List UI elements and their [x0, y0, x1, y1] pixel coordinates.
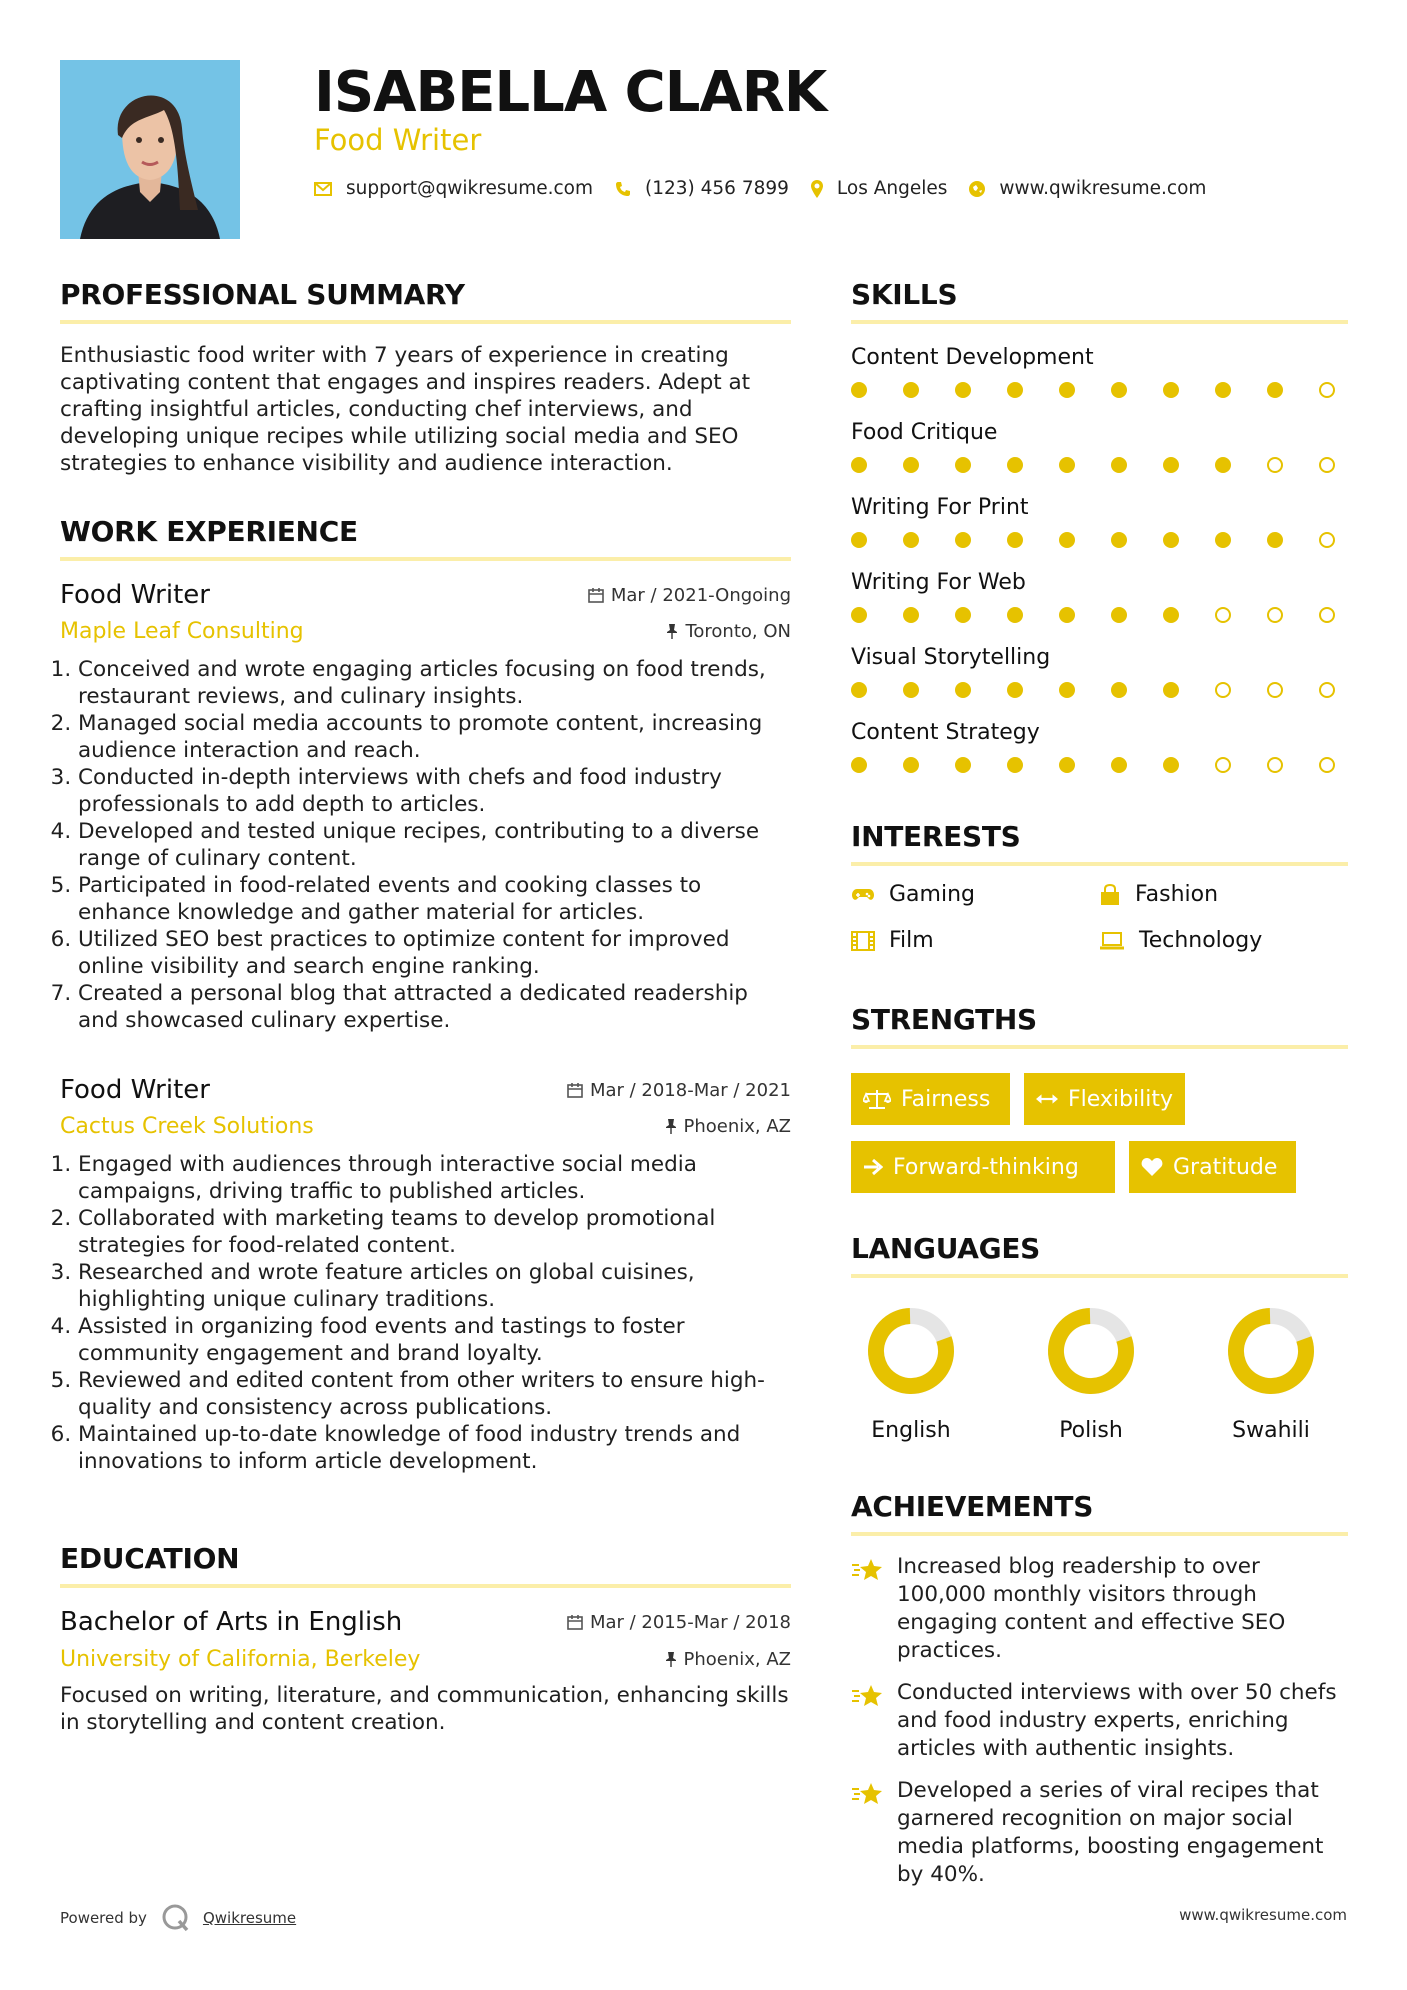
rating-dot-empty [1319, 532, 1335, 548]
education-dates-text: Mar / 2015-Mar / 2018 [589, 1611, 791, 1633]
skill-row [851, 415, 1348, 490]
heart-icon [1141, 1157, 1163, 1177]
phone-icon [615, 181, 631, 197]
strengths-rule [851, 1045, 1348, 1049]
job-responsibilities [60, 656, 791, 1034]
candidate-role: Food Writer [314, 123, 482, 157]
education-entry [60, 1604, 791, 1736]
map-pin-icon [811, 180, 823, 198]
film-icon [851, 931, 875, 951]
language-donut [1046, 1306, 1136, 1396]
phone-text: (123) 456 7899 [645, 178, 789, 199]
education-location-text: Phoenix, AZ [683, 1648, 791, 1670]
list-item: 7. Created a personal blog that attracted a dedicated readership and showcased culinary expertise. [78, 980, 791, 1034]
language-name: Swahili [1232, 1418, 1310, 1443]
rating-dot-filled [1215, 457, 1231, 473]
education-rule [60, 1584, 791, 1588]
rating-dot-filled [1163, 607, 1179, 623]
list-item: 5. Participated in food-related events and cooking classes to enhance knowledge and gather material for articles. [78, 872, 791, 926]
rating-dot-filled [1007, 382, 1023, 398]
rating-dot-filled [1215, 532, 1231, 548]
star-icon [851, 1781, 885, 1807]
interest-label: Fashion [1135, 882, 1219, 907]
list-item: 5. Reviewed and edited content from other writers to ensure high-quality and consistency across publications. [78, 1367, 791, 1421]
list-item: 6. Utilized SEO best practices to optimize content for improved online visibility and search engine ranking. [78, 926, 791, 980]
rating-dot-filled [1007, 607, 1023, 623]
rating-dot-filled [903, 757, 919, 773]
skill-rating [851, 682, 1335, 698]
job-dates [588, 585, 791, 606]
education-dates [567, 1612, 791, 1633]
qwikresume-logo-icon [161, 1903, 191, 1933]
rating-dot-filled [903, 607, 919, 623]
rating-dot-empty [1215, 682, 1231, 698]
contact-bar [314, 178, 1228, 199]
school: University of California, Berkeley [60, 1646, 421, 1672]
rating-dot-filled [1007, 457, 1023, 473]
rating-dot-filled [903, 382, 919, 398]
language-donut [1226, 1306, 1316, 1396]
rating-dot-filled [955, 682, 971, 698]
rating-dot-filled [1059, 457, 1075, 473]
pin-icon [665, 1118, 677, 1134]
list-item: 4. Developed and tested unique recipes, contributing to a diverse range of culinary content. [78, 818, 791, 872]
location-text: Los Angeles [836, 178, 948, 199]
strength-tag [1024, 1073, 1185, 1125]
achievements-list [851, 1553, 1348, 1889]
rating-dot-filled [1267, 532, 1283, 548]
achievements-heading: ACHIEVEMENTS [851, 1490, 1094, 1523]
profile-photo [60, 60, 240, 239]
star-icon [851, 1557, 885, 1583]
skill-row [851, 340, 1348, 415]
rating-dot-filled [903, 457, 919, 473]
rating-dot-filled [851, 682, 867, 698]
rating-dot-filled [1111, 757, 1127, 773]
interest-item [1099, 928, 1262, 953]
rating-dot-empty [1267, 757, 1283, 773]
rating-dot-filled [955, 757, 971, 773]
list-item: 1. Conceived and wrote engaging articles focusing on food trends, restaurant reviews, and culinary insights. [78, 656, 791, 710]
skill-row [851, 490, 1348, 565]
rating-dot-filled [1215, 382, 1231, 398]
achievement-text: Developed a series of viral recipes that garnered recognition on major social media platforms, boosting engagement by 40%. [897, 1778, 1324, 1887]
achievement-text: Increased blog readership to over 100,000 monthly visitors through engaging content and effective SEO practices. [897, 1554, 1286, 1663]
rating-dot-filled [1163, 382, 1179, 398]
summary-heading: PROFESSIONAL SUMMARY [60, 278, 465, 311]
rating-dot-filled [903, 682, 919, 698]
skill-name: Content Strategy [851, 720, 1040, 745]
star-icon [851, 1683, 885, 1709]
job-location-text: Toronto, ON [685, 620, 791, 642]
rating-dot-filled [1007, 682, 1023, 698]
pin-icon [666, 623, 678, 639]
interest-item [851, 882, 975, 907]
rating-dot-filled [851, 607, 867, 623]
job-company: Cactus Creek Solutions [60, 1113, 314, 1139]
strengths-heading: STRENGTHS [851, 1003, 1037, 1036]
language-item [1201, 1306, 1341, 1443]
achievement-item [851, 1679, 1348, 1763]
languages-list [841, 1306, 1351, 1443]
envelope-icon [314, 182, 332, 196]
skills-heading: SKILLS [851, 278, 958, 311]
list-item: 6. Maintained up-to-date knowledge of food industry trends and innovations to inform article development. [78, 1421, 791, 1475]
arrows-horizontal-icon [1036, 1092, 1058, 1106]
skill-rating [851, 457, 1335, 473]
rating-dot-filled [1163, 532, 1179, 548]
rating-dot-filled [1111, 607, 1127, 623]
job-responsibilities [60, 1151, 791, 1475]
rating-dot-filled [1007, 757, 1023, 773]
education-heading: EDUCATION [60, 1542, 240, 1575]
rating-dot-filled [955, 457, 971, 473]
skill-row [851, 715, 1348, 790]
rating-dot-filled [955, 532, 971, 548]
skill-name: Content Development [851, 345, 1094, 370]
job-dates [567, 1080, 791, 1101]
skills-rule [851, 320, 1348, 324]
degree: Bachelor of Arts in English [60, 1607, 403, 1637]
job-dates-text: Mar / 2018-Mar / 2021 [589, 1079, 791, 1101]
interest-label: Gaming [889, 882, 975, 907]
rating-dot-filled [1007, 532, 1023, 548]
skills-list [851, 340, 1348, 790]
email-text: support@qwikresume.com [346, 178, 593, 199]
brand-link[interactable]: Qwikresume [202, 1909, 297, 1927]
skill-rating [851, 532, 1335, 548]
skill-row [851, 565, 1348, 640]
experience-heading: WORK EXPERIENCE [60, 515, 358, 548]
interest-label: Film [889, 928, 934, 953]
rating-dot-filled [1059, 607, 1075, 623]
list-item: 3. Conducted in-depth interviews with chefs and food industry professionals to add depth to articles. [78, 764, 791, 818]
contact-website[interactable] [969, 178, 1206, 199]
achievement-item [851, 1777, 1348, 1889]
interest-item [1099, 882, 1218, 907]
contact-email[interactable] [314, 178, 593, 199]
rating-dot-filled [1111, 532, 1127, 548]
summary-rule [60, 320, 791, 324]
job-title: Food Writer [60, 580, 210, 610]
gamepad-icon [851, 888, 875, 902]
rating-dot-empty [1215, 757, 1231, 773]
rating-dot-filled [851, 757, 867, 773]
laptop-icon [1099, 932, 1125, 950]
pin-icon [665, 1651, 677, 1667]
rating-dot-filled [1059, 682, 1075, 698]
language-donut [866, 1306, 956, 1396]
strength-tag [851, 1073, 1010, 1125]
achievement-text: Conducted interviews with over 50 chefs and food industry experts, enriching articles with authentic insights. [897, 1680, 1337, 1761]
shopping-bag-icon [1099, 884, 1121, 906]
job-dates-text: Mar / 2021-Ongoing [610, 584, 791, 606]
skill-rating [851, 382, 1335, 398]
experience-rule [60, 557, 791, 561]
rating-dot-empty [1267, 682, 1283, 698]
strength-label: Forward-thinking [893, 1154, 1079, 1180]
interest-item [851, 928, 934, 953]
languages-heading: LANGUAGES [851, 1232, 1041, 1265]
job-location [666, 621, 791, 642]
rating-dot-empty [1319, 757, 1335, 773]
rating-dot-filled [1059, 532, 1075, 548]
calendar-icon [567, 1614, 583, 1630]
rating-dot-empty [1215, 607, 1231, 623]
contact-phone[interactable] [615, 178, 789, 199]
powered-by-text: Powered by [60, 1909, 147, 1927]
rating-dot-filled [1267, 382, 1283, 398]
skill-row [851, 640, 1348, 715]
interests-rule [851, 862, 1348, 866]
job-location [665, 1116, 792, 1137]
rating-dot-filled [1163, 457, 1179, 473]
job-title: Food Writer [60, 1075, 210, 1105]
strength-label: Gratitude [1173, 1154, 1278, 1180]
calendar-icon [567, 1082, 583, 1098]
job-entry [60, 1073, 791, 1475]
job-entry [60, 578, 791, 1034]
list-item: 2. Managed social media accounts to promote content, increasing audience interaction and reach. [78, 710, 791, 764]
rating-dot-empty [1319, 457, 1335, 473]
language-item [841, 1306, 981, 1443]
list-item: 1. Engaged with audiences through interactive social media campaigns, driving traffic to published articles. [78, 1151, 791, 1205]
rating-dot-filled [1111, 682, 1127, 698]
interest-label: Technology [1139, 928, 1263, 953]
arrow-right-icon [863, 1158, 883, 1176]
rating-dot-filled [1059, 382, 1075, 398]
rating-dot-filled [955, 382, 971, 398]
rating-dot-filled [955, 607, 971, 623]
rating-dot-filled [1111, 457, 1127, 473]
skill-name: Writing For Print [851, 495, 1029, 520]
rating-dot-empty [1319, 682, 1335, 698]
list-item: 3. Researched and wrote feature articles on global cuisines, highlighting unique culinary traditions. [78, 1259, 791, 1313]
language-item [1021, 1306, 1161, 1443]
globe-icon [969, 181, 985, 197]
calendar-icon [588, 587, 604, 603]
language-name: English [871, 1418, 951, 1443]
achievements-rule [851, 1532, 1348, 1536]
rating-dot-empty [1319, 607, 1335, 623]
rating-dot-filled [851, 382, 867, 398]
education-description: Focused on writing, literature, and communication, enhancing skills in storytelling and content creation. [60, 1683, 789, 1735]
strength-label: Fairness [901, 1086, 991, 1112]
rating-dot-empty [1267, 607, 1283, 623]
candidate-name: ISABELLA CLARK [314, 60, 827, 125]
rating-dot-filled [1163, 757, 1179, 773]
rating-dot-filled [903, 532, 919, 548]
summary-text: Enthusiastic food writer with 7 years of experience in creating captivating content that engages and inspires readers. Adept at crafting insightful articles, conducting chef interviews, and developing unique recipes while utilizing social media and SEO strategies to enhance visibility and audience interaction. [60, 343, 751, 476]
powered-by [60, 1903, 296, 1933]
strength-tag [851, 1141, 1115, 1193]
strength-tag [1129, 1141, 1296, 1193]
job-location-text: Phoenix, AZ [683, 1115, 791, 1137]
list-item: 2. Collaborated with marketing teams to develop promotional strategies for food-related content. [78, 1205, 791, 1259]
skill-name: Food Critique [851, 420, 998, 445]
rating-dot-filled [851, 532, 867, 548]
balance-scale-icon [863, 1088, 891, 1110]
rating-dot-filled [1163, 682, 1179, 698]
education-location [665, 1649, 792, 1670]
footer-site[interactable]: www.qwikresume.com [1179, 1906, 1347, 1924]
skill-name: Writing For Web [851, 570, 1026, 595]
rating-dot-filled [1059, 757, 1075, 773]
list-item: 4. Assisted in organizing food events and tastings to foster community engagement and brand loyalty. [78, 1313, 791, 1367]
achievement-item [851, 1553, 1348, 1665]
rating-dot-empty [1267, 457, 1283, 473]
rating-dot-empty [1319, 382, 1335, 398]
rating-dot-filled [851, 457, 867, 473]
contact-location [811, 178, 948, 199]
job-company: Maple Leaf Consulting [60, 618, 304, 644]
skill-rating [851, 757, 1335, 773]
interests-heading: INTERESTS [851, 820, 1021, 853]
strength-label: Flexibility [1068, 1086, 1173, 1112]
rating-dot-filled [1111, 382, 1127, 398]
website-text: www.qwikresume.com [999, 178, 1207, 199]
skill-name: Visual Storytelling [851, 645, 1051, 670]
language-name: Polish [1059, 1418, 1123, 1443]
skill-rating [851, 607, 1335, 623]
languages-rule [851, 1274, 1348, 1278]
